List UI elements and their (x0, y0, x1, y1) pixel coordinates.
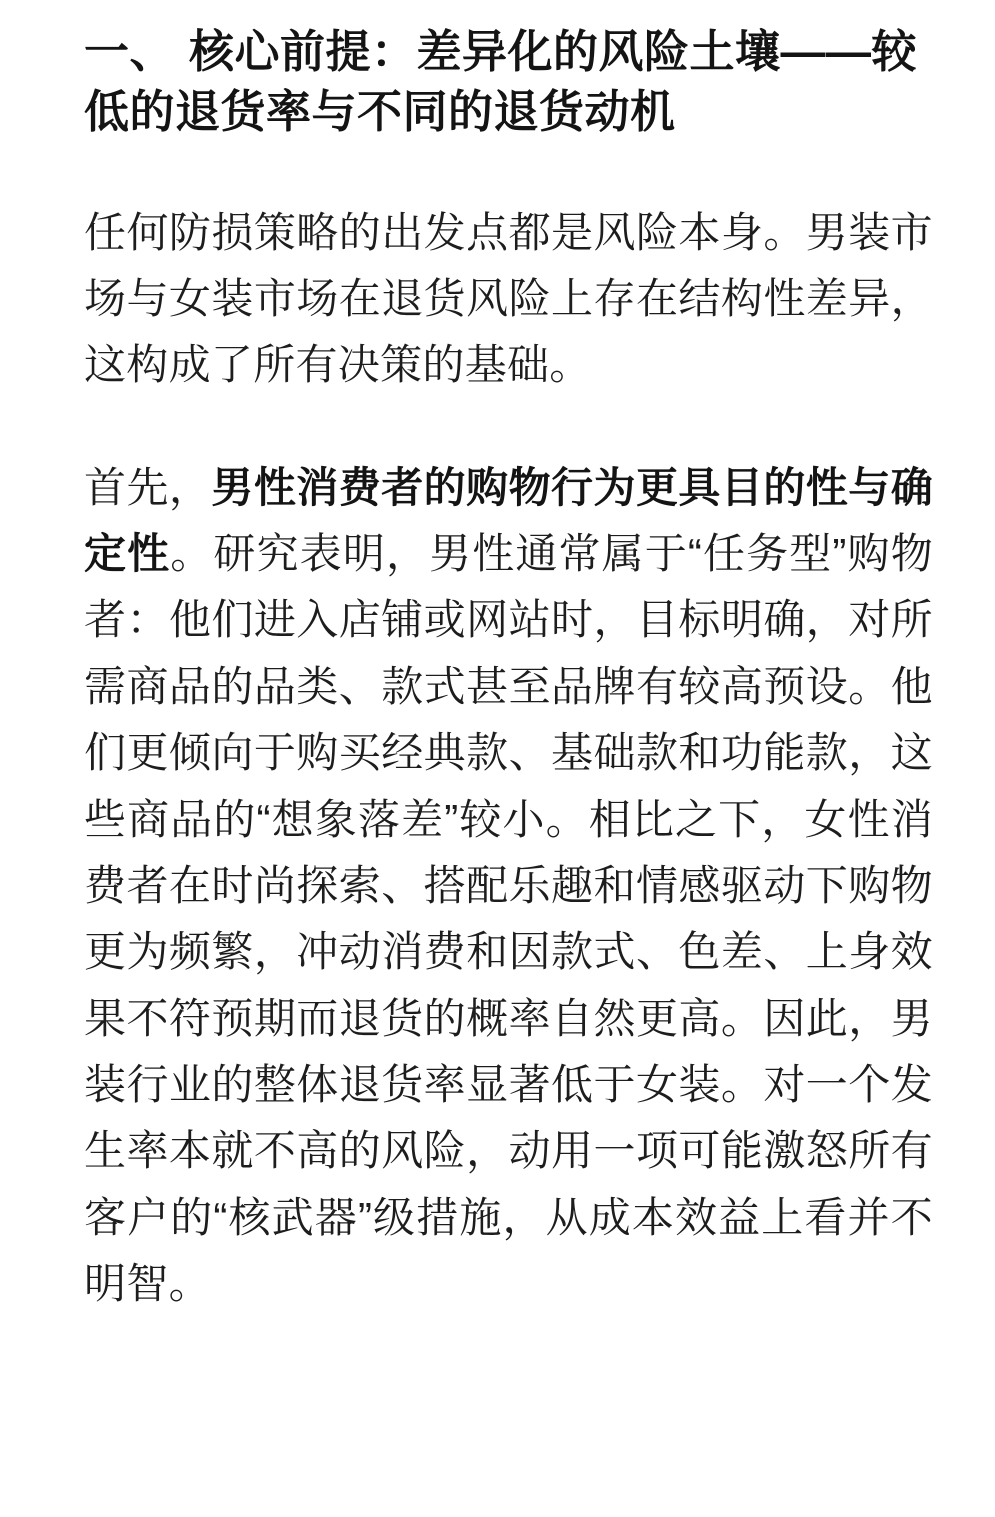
paragraph-2 (84, 455, 933, 1318)
heading-text: 核心前提：差异化的风险土壤——较低的退货率与不同的退货动机 (84, 26, 918, 137)
heading-number: 一、 (84, 26, 176, 77)
text-run: 。研究表明，男性通常属于“任务型”购物者：他们进入店铺或网站时，目标明确，对所需商品的品类、款式甚至品牌有较高预设。他们更倾向于购买经典款、基础款和功能款，这些商品的“想象落差”较小。相比之下，女性消费者在时尚探索、搭配乐趣和情感驱动下购物更为频繁，冲动消费和因款式、色差、上身效果不符预期而退货的概率自然更高。因此，男装行业的整体退货率显著低于女装。对一个发生率本就不高的风险，动用一项可能激怒所有客户的“核武器”级措施，从成本效益上看并不明智。 (84, 530, 933, 1308)
text-run: 首先， (84, 463, 212, 511)
emphasis-run: 男性消费者的购物行为更具目的性与确定性 (84, 463, 933, 578)
text-run: 任何防损策略的出发点都是风险本身。男装市场与女装市场在退货风险上存在结构性差异，这构成了所有决策的基础。 (84, 208, 933, 389)
page-title (84, 22, 933, 142)
paragraph-1 (84, 200, 933, 399)
